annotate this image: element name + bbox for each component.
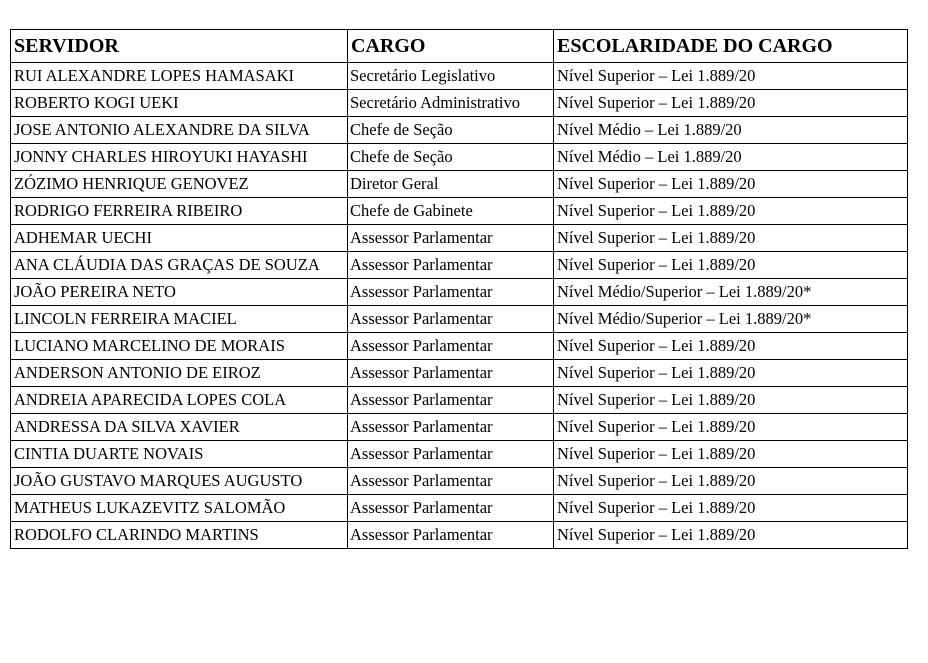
table-row <box>11 144 908 171</box>
cell-servidor: RODOLFO CLARINDO MARTINS <box>11 522 348 549</box>
cell-escolaridade: Nível Superior – Lei 1.889/20 <box>554 225 908 252</box>
cell-escolaridade: Nível Superior – Lei 1.889/20 <box>554 522 908 549</box>
cell-cargo: Assessor Parlamentar <box>348 495 554 522</box>
header-cargo: CARGO <box>348 30 554 63</box>
table-header <box>11 30 908 63</box>
cell-escolaridade: Nível Superior – Lei 1.889/20 <box>554 468 908 495</box>
cell-servidor: LUCIANO MARCELINO DE MORAIS <box>11 333 348 360</box>
header-servidor: SERVIDOR <box>11 30 348 63</box>
table-row <box>11 63 908 90</box>
cell-servidor: MATHEUS LUKAZEVITZ SALOMÃO <box>11 495 348 522</box>
cell-escolaridade: Nível Superior – Lei 1.889/20 <box>554 387 908 414</box>
cell-cargo: Assessor Parlamentar <box>348 225 554 252</box>
cell-escolaridade: Nível Superior – Lei 1.889/20 <box>554 333 908 360</box>
cell-escolaridade: Nível Superior – Lei 1.889/20 <box>554 63 908 90</box>
cell-servidor: ANDRESSA DA SILVA XAVIER <box>11 414 348 441</box>
cell-servidor: ZÓZIMO HENRIQUE GENOVEZ <box>11 171 348 198</box>
cell-servidor: ANDERSON ANTONIO DE EIROZ <box>11 360 348 387</box>
table-row <box>11 495 908 522</box>
servidores-table <box>10 29 908 549</box>
cell-servidor: ADHEMAR UECHI <box>11 225 348 252</box>
cell-escolaridade: Nível Superior – Lei 1.889/20 <box>554 252 908 279</box>
table-row <box>11 171 908 198</box>
cell-servidor: LINCOLN FERREIRA MACIEL <box>11 306 348 333</box>
cell-cargo: Assessor Parlamentar <box>348 360 554 387</box>
cell-cargo: Assessor Parlamentar <box>348 333 554 360</box>
cell-servidor: ROBERTO KOGI UEKI <box>11 90 348 117</box>
cell-servidor: JOSE ANTONIO ALEXANDRE DA SILVA <box>11 117 348 144</box>
table-row <box>11 306 908 333</box>
cell-servidor: RODRIGO FERREIRA RIBEIRO <box>11 198 348 225</box>
cell-escolaridade: Nível Superior – Lei 1.889/20 <box>554 171 908 198</box>
table-row <box>11 117 908 144</box>
table-row <box>11 198 908 225</box>
cell-servidor: JOÃO PEREIRA NETO <box>11 279 348 306</box>
table-row <box>11 441 908 468</box>
cell-escolaridade: Nível Médio – Lei 1.889/20 <box>554 144 908 171</box>
cell-escolaridade: Nível Superior – Lei 1.889/20 <box>554 360 908 387</box>
table-body <box>11 63 908 549</box>
cell-cargo: Chefe de Seção <box>348 117 554 144</box>
table-row <box>11 333 908 360</box>
cell-servidor: RUI ALEXANDRE LOPES HAMASAKI <box>11 63 348 90</box>
table-row <box>11 360 908 387</box>
cell-cargo: Assessor Parlamentar <box>348 414 554 441</box>
cell-servidor: ANA CLÁUDIA DAS GRAÇAS DE SOUZA <box>11 252 348 279</box>
header-escolaridade: ESCOLARIDADE DO CARGO <box>554 30 908 63</box>
cell-cargo: Chefe de Gabinete <box>348 198 554 225</box>
table-row <box>11 468 908 495</box>
cell-servidor: ANDREIA APARECIDA LOPES COLA <box>11 387 348 414</box>
cell-escolaridade: Nível Superior – Lei 1.889/20 <box>554 414 908 441</box>
cell-cargo: Chefe de Seção <box>348 144 554 171</box>
cell-escolaridade: Nível Médio/Superior – Lei 1.889/20* <box>554 279 908 306</box>
cell-servidor: JOÃO GUSTAVO MARQUES AUGUSTO <box>11 468 348 495</box>
cell-cargo: Secretário Legislativo <box>348 63 554 90</box>
cell-servidor: JONNY CHARLES HIROYUKI HAYASHI <box>11 144 348 171</box>
cell-escolaridade: Nível Médio – Lei 1.889/20 <box>554 117 908 144</box>
table-row <box>11 252 908 279</box>
cell-escolaridade: Nível Superior – Lei 1.889/20 <box>554 198 908 225</box>
cell-servidor: CINTIA DUARTE NOVAIS <box>11 441 348 468</box>
table-row <box>11 414 908 441</box>
table-row <box>11 279 908 306</box>
cell-cargo: Diretor Geral <box>348 171 554 198</box>
cell-cargo: Assessor Parlamentar <box>348 279 554 306</box>
cell-cargo: Assessor Parlamentar <box>348 441 554 468</box>
cell-escolaridade: Nível Superior – Lei 1.889/20 <box>554 441 908 468</box>
cell-cargo: Assessor Parlamentar <box>348 522 554 549</box>
table-row <box>11 225 908 252</box>
table-row <box>11 387 908 414</box>
cell-cargo: Assessor Parlamentar <box>348 468 554 495</box>
cell-cargo: Assessor Parlamentar <box>348 306 554 333</box>
cell-cargo: Secretário Administrativo <box>348 90 554 117</box>
cell-escolaridade: Nível Superior – Lei 1.889/20 <box>554 495 908 522</box>
table-row <box>11 522 908 549</box>
header-row <box>11 30 908 63</box>
table-row <box>11 90 908 117</box>
cell-escolaridade: Nível Superior – Lei 1.889/20 <box>554 90 908 117</box>
cell-escolaridade: Nível Médio/Superior – Lei 1.889/20* <box>554 306 908 333</box>
cell-cargo: Assessor Parlamentar <box>348 252 554 279</box>
cell-cargo: Assessor Parlamentar <box>348 387 554 414</box>
